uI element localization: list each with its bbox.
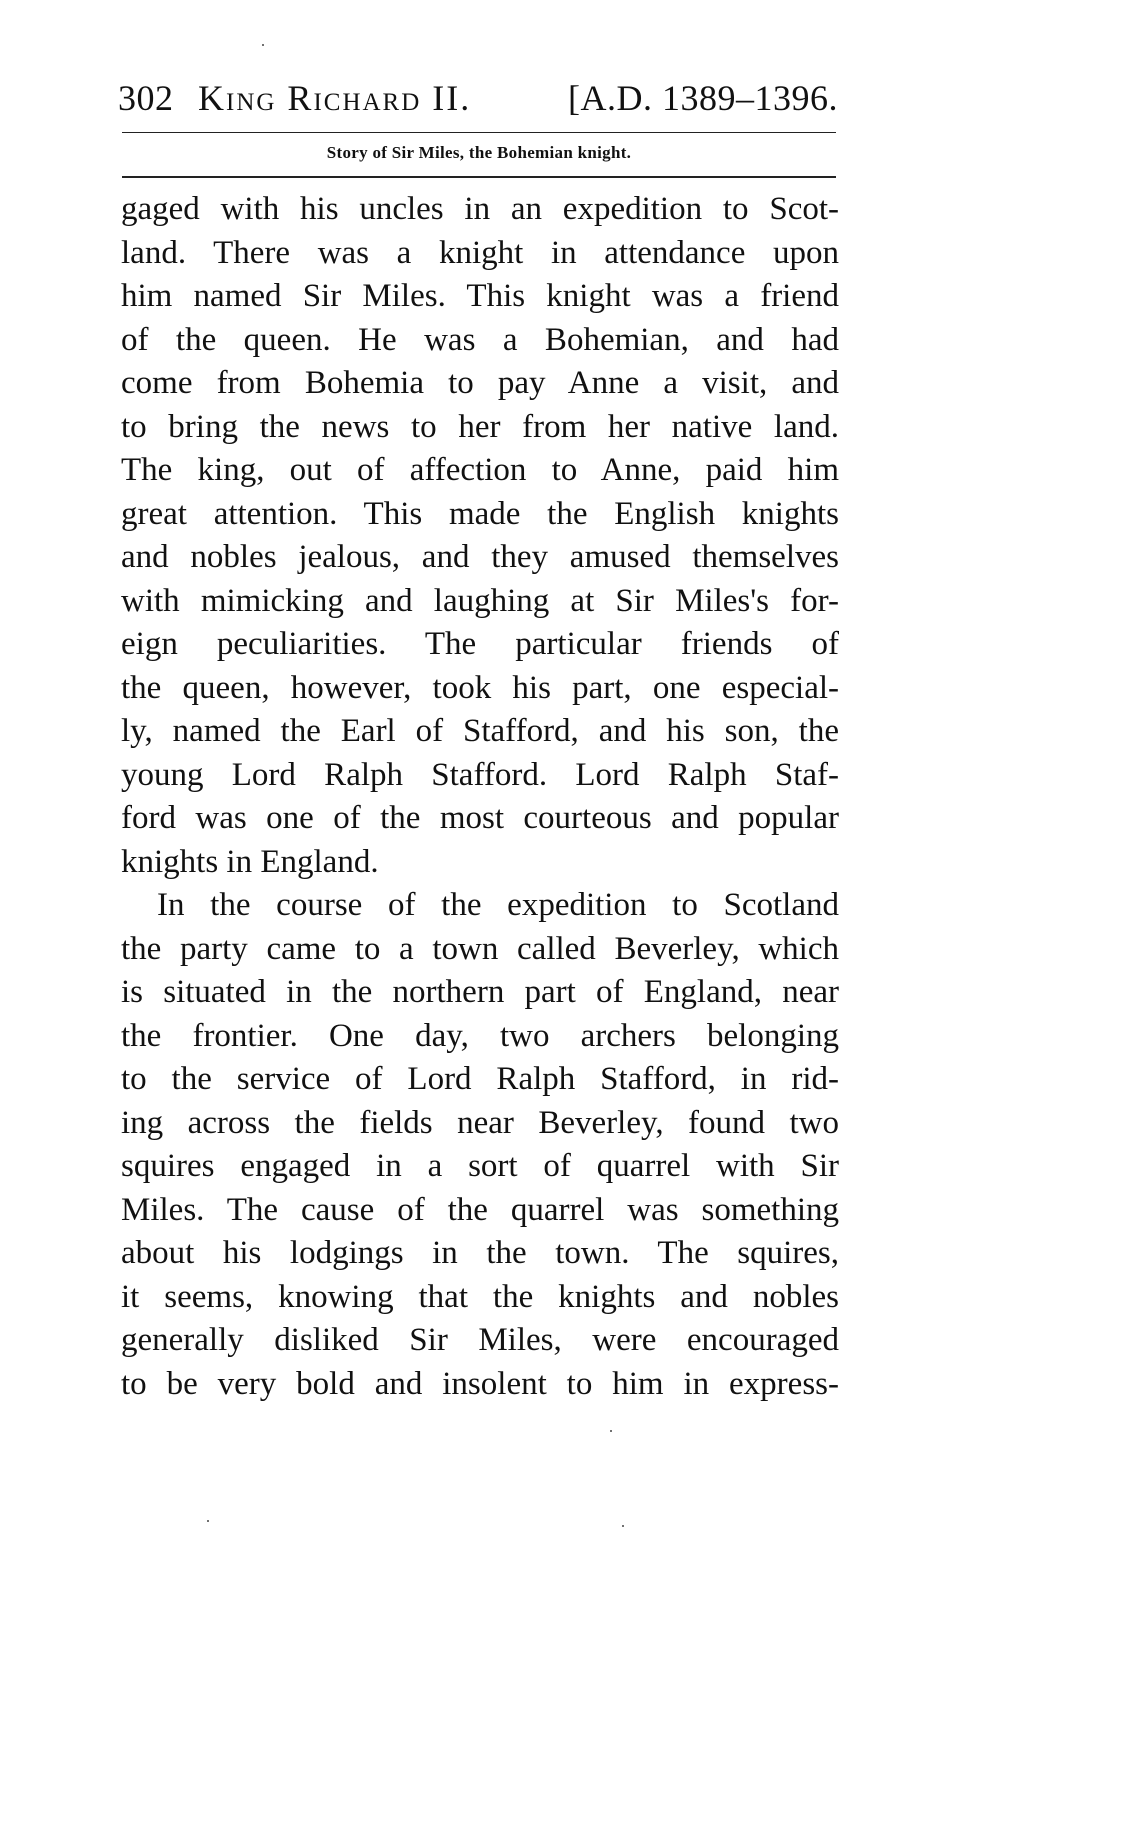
text-line: young Lord Ralph Stafford. Lord Ralph Staf- <box>121 756 839 793</box>
text-line: to be very bold and insolent to him in express- <box>121 1365 839 1402</box>
text-line: great attention. This made the English knights <box>121 495 839 532</box>
text-line: gaged with his uncles in an expedition to Scot- <box>121 191 839 227</box>
section-subtitle: Story of Sir Miles, the Bohemian knight. <box>326 143 632 162</box>
print-speck <box>610 1430 612 1432</box>
page-number: 302 <box>118 78 174 118</box>
text-line: squires engaged in a sort of quarrel with Sir <box>121 1148 839 1184</box>
text-line: the queen, however, took his part, one especial- <box>121 669 839 706</box>
text-line: land. There was a knight in attendance upon <box>121 234 839 271</box>
text-line: The king, out of affection to Anne, paid him <box>121 452 839 488</box>
text-line: is situated in the northern part of England, near <box>121 974 839 1010</box>
running-head <box>118 73 838 123</box>
text-line: of the queen. He was a Bohemian, and had <box>121 321 839 358</box>
text-line: ly, named the Earl of Stafford, and his son, the <box>121 713 839 749</box>
running-title: King Richard II. <box>198 78 472 118</box>
text-line: ing across the fields near Beverley, found two <box>121 1104 839 1141</box>
print-speck <box>207 1520 209 1522</box>
paragraph-1 <box>121 188 839 884</box>
text-line: come from Bohemia to pay Anne a visit, and <box>121 365 839 401</box>
text-line: In the course of the expedition to Scotland <box>157 887 839 923</box>
text-line: and nobles jealous, and they amused themselves <box>121 539 839 575</box>
body-text <box>121 188 839 1406</box>
text-line: Miles. The cause of the quarrel was something <box>121 1191 839 1228</box>
text-line: about his lodgings in the town. The squires, <box>121 1235 839 1271</box>
header-rule-top <box>122 132 836 133</box>
header-rule-bottom <box>122 176 836 178</box>
text-line: the party came to a town called Beverley, which <box>121 930 839 967</box>
text-line: the frontier. One day, two archers belonging <box>121 1017 839 1054</box>
text-line: knights in England. <box>121 843 379 880</box>
text-line: generally disliked Sir Miles, were encouraged <box>121 1322 839 1358</box>
text-line: to bring the news to her from her native land. <box>121 408 839 445</box>
date-range: [A.D. 1389–1396. <box>568 78 838 118</box>
text-line: with mimicking and laughing at Sir Miles's for- <box>121 582 839 619</box>
text-line: ford was one of the most courteous and popular <box>121 800 839 836</box>
print-speck <box>622 1525 624 1527</box>
paragraph-2 <box>121 884 839 1406</box>
print-speck <box>262 44 264 46</box>
text-line: him named Sir Miles. This knight was a friend <box>121 278 839 314</box>
text-line: to the service of Lord Ralph Stafford, in rid- <box>121 1061 839 1097</box>
text-line: eign peculiarities. The particular friends of <box>121 626 839 662</box>
text-line: it seems, knowing that the knights and nobles <box>121 1278 839 1315</box>
